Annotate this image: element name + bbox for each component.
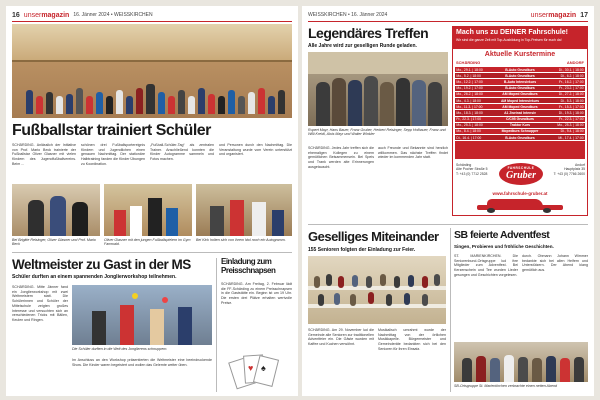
schedule-date-right: Fr., 23.2. | 17:00 [547, 85, 585, 91]
miteinander-col-1: SCHÄRDING. Am 29. November lud die Gemeinde alle Senioren zur traditionellen Adventfeier ein. Die Gäste wurden mit Kaffee und Kuchen verwöhnt. [308, 328, 374, 347]
schedule-row [455, 135, 585, 141]
schedule-date-left: Mo., 4.3. | 18:00 [455, 97, 493, 103]
magazine-brand-right: unsermagazin [530, 11, 577, 19]
legendaeres-photo [308, 52, 448, 126]
preisschnapsen-text: SCHÄRDING. Am Freitag, 2. Februar lädt die FF-Schärding zu einem Preisschnapsen in die Gaststätte ein. Beginn ist um 19 Uhr. Die ersten drei Plätze erhalten wertvolle Preise. [221, 282, 292, 305]
car-icon [473, 199, 567, 213]
fahrschule-logo: FAHRSCHULE Gruber [499, 163, 543, 185]
ad-website-link[interactable]: www.fahrschule-gruber.at [492, 191, 548, 196]
main-headline: Fußballstar trainiert Schüler [12, 122, 211, 139]
sb-col-1: ST. MARIENKIRCHEN. Die Seniorenbund-Ortsgruppe lud ihre Mitglieder zum Adventfest. Bei Kerzenschein und Tee wurden Lieder gesungen und Geschichten vorgelesen. [454, 254, 518, 277]
schedule-date-right: Fr., 22.3. | 17:00 [547, 116, 585, 122]
main-article-col-4: und Personen durch den Nachmittag. Die Veranstaltung wurde vom Verein unterstützt und organisiert. [219, 143, 292, 157]
sb-headline: SB feierte Adventfest [454, 229, 550, 241]
sb-subhead: Singen, Probieren und fröhliche Geschichten. [454, 244, 554, 249]
ad-location-left: SCHÄRDING [456, 60, 481, 65]
group-photo-soccer [12, 24, 292, 118]
juggling-caption: Die Schüler durften in die Welt des Jonglierens schnuppern. [72, 347, 168, 351]
page-header-left [12, 10, 292, 20]
weltmeister-subhead: Schüler durften an einem spannenden Jonglierworkshop teilnehmen. [12, 274, 177, 280]
page-number-right: 17 [580, 11, 588, 19]
preisschnapsen-headline: Einladung zum Preisschnapsen [221, 257, 276, 275]
page-header-right [308, 10, 588, 20]
schedule-course-type: AM Moped Grundkurs [493, 104, 547, 110]
juggling-photo [72, 285, 212, 345]
schedule-date-right: Di., 9.4. | 18:00 [547, 128, 585, 134]
ad-locations [456, 60, 584, 66]
schedule-date-left: Mo., 25.3. | 18:00 [455, 122, 493, 128]
schedule-date-right: Fr., 16.2. | 17:00 [547, 79, 585, 85]
page-17 [302, 6, 594, 396]
schedule-course-type: Traktor Kurs [493, 122, 547, 128]
ad-headline: Mach uns zu DEINER Fahrschule! [456, 29, 569, 36]
photo-caption-2: Oliver Glasner mit den jungen Fußballspielern im Gym Farnwald. [104, 238, 191, 247]
main-article-col-3: „Fußball-Schüler-Tag“ als zentralen Trainer. Anschließend konnten die Kinder Autogramme sammeln und Fotos machen. [150, 143, 214, 162]
photo-caption-1: Bei Brigitte Reisinger, Oliver Glasner und Prof. Mario Beck [12, 238, 96, 247]
schedule-date-left: Mo., 5.2. | 18:00 [455, 73, 493, 79]
schedule-course-type: A1 Zweirad Intensiv [493, 110, 547, 116]
schedule-date-left: Mo., 29.1. | 18:00 [455, 67, 493, 73]
photo-glasner-kids [104, 184, 192, 236]
photo-autograph [196, 184, 292, 236]
schedule-date-right: Mo., 25.3. | 18:00 [547, 122, 585, 128]
schedule-date-right: Fr., 15.3. | 17:00 [547, 104, 585, 110]
legendaeres-col-2: auch Freunde und Bekannte sind herzlich willkommen. Das nächste Treffen findet wieder im kommenden Jahr statt. [378, 146, 448, 160]
ad-schedule-table [455, 67, 585, 141]
miteinander-col-2: Musikalisch umrahmt wurde der Nachmittag von der örtlichen Musikkapelle. Bürgermeister und Gemeinderäte bedankten sich bei den Senioren für ihren Einsatz. [378, 328, 446, 351]
legendaeres-col-1: SCHÄRDING. Jedes Jahr treffen sich die ehemaligen Kollegen zu einem gemütlichen Beisammensein. Bei Speis und Trank werden alte Erinnerungen ausgetauscht. [308, 146, 374, 169]
page-16 [6, 6, 298, 396]
weltmeister-col-1: SCHÄRDING. Mitte Jänner fand ein Jonglierworkshop mit zwei Weltmeistern statt. Die Schülerinnen und Schüler der Mittelschule zeigten großes Interesse und versuchten sich an verschiedenen Tricks mit Bällen, Keulen und Ringen. [12, 285, 68, 323]
schedule-course-type: Mopedkurs Schnupper [493, 128, 547, 134]
miteinander-subhead: 155 Senioren folgten der Einladung zur Feier. [308, 247, 416, 253]
schedule-date-left: Di., 16.4. | 17:00 [455, 135, 493, 141]
seniors-photo [308, 256, 446, 324]
magazine-brand: unsermagazin [23, 11, 70, 19]
sb-col-2: durch. Obmann Johann Wimmer bedankte sich bei allen Helfern und Unterstützern. Der Abend klang gemütlich aus. [522, 254, 588, 273]
weltmeister-headline: Weltmeister zu Gast in der MS [12, 257, 191, 272]
ad-contact-right: Andorf Hauptplatz 35 T: +43 (0) 7766 2600 [553, 163, 585, 176]
schedule-date-left: Mo., 12.2. | 17:00 [455, 79, 493, 85]
edition-date: 16. Jänner 2024 • WEISSKIRCHEN [73, 12, 153, 18]
legendaeres-subhead: Alle Jahre wird zur geselligen Runde geladen. [308, 43, 417, 49]
photo-caption-3: Bei Kick holten sich von ihrem Idol noch ein Autogramm. [196, 238, 286, 242]
main-article-col-1: SCHÄRDING. Anlässlich der Initiative von Prof. Mario Beck trainierte der Fußballstar Oliver Glasner mit vielen Kindern des Jugendfußballvereins. Beim ... [12, 143, 76, 166]
schedule-course-type: AM Moped Grundkurs [493, 91, 547, 97]
sb-photo [454, 342, 588, 382]
edition-date-right: WEISSKIRCHEN • 16. Jänner 2024 [308, 12, 388, 18]
schedule-course-type: C/C95 Grundkurs [493, 116, 547, 122]
schedule-course-type: B-Auto Grundkurs [493, 67, 547, 73]
schedule-date-left: Mo., 18.3. | 18:00 [455, 110, 493, 116]
ad-schedule [455, 67, 585, 159]
schedule-date-left: Mo., 26.2. | 18:00 [455, 91, 493, 97]
schedule-course-type: AM Moped Intensivkurs [493, 97, 547, 103]
schedule-date-right: Mi., 17.4. | 17:00 [547, 135, 585, 141]
schedule-date-left: Mo., 8.4. | 18:00 [455, 128, 493, 134]
playing-cards-image: ♥ ♠ [228, 351, 284, 389]
schedule-date-right: Di., 6.2. | 18:00 [547, 73, 585, 79]
legendaeres-caption: Rupert Mayr, Hans Bauer, Franz Gruber, Herbert Reisinger, Sepp Hofbauer, Franz und Willi Kreidl, Alois Mayr und Walter Winkler [308, 128, 446, 137]
page-number: 16 [12, 11, 20, 19]
ad-contact-left: Schärding Alte Pocher Straße 5 T: +43 (0) 7712 2528 [456, 163, 488, 176]
schedule-course-type: B-Auto Grundkurs [493, 85, 547, 91]
schedule-date-right: Di., 5.3. | 18:00 [547, 97, 585, 103]
ad-header [453, 27, 587, 49]
fahrschule-ad [452, 26, 588, 216]
schedule-date-left: Mo., 11.3. | 17:00 [455, 104, 493, 110]
schedule-course-type: B-Auto Grundkurs [493, 73, 547, 79]
schedule-date-left: Fr., 22.3. | 17:00 [455, 116, 493, 122]
photo-brigitte-oliver-mario [12, 184, 100, 236]
ad-location-right: ANDORF [566, 60, 584, 65]
schedule-date-right: Di., 19.3. | 18:00 [547, 110, 585, 116]
schedule-course-type: B-Auto Intensivkurs [493, 79, 547, 85]
schedule-course-type: B-Auto Grundkurs [493, 135, 547, 141]
sb-caption: SB-Ortsgruppe St. Marienkirchen verbrachte einen netten Abend [454, 384, 557, 388]
miteinander-headline: Geselliges Miteinander [308, 229, 439, 244]
weltmeister-col-2: Im Anschluss an den Workshop präsentierten die Weltmeister eine beeindruckende Show. Die Kinder waren begeistert und wollen das Gelernte weiter üben. [72, 358, 212, 367]
ad-courses-title: Aktuelle Kurstermine [453, 49, 587, 60]
ad-subline: Wir sind die ganze Zeit mit Top-Ausbildung in Top-Preisen für euch da! [456, 37, 562, 42]
schedule-date-left: Mo., 19.2. | 17:00 [455, 85, 493, 91]
legendaeres-headline: Legendäres Treffen [308, 25, 429, 41]
schedule-date-right: Di., 27.2. | 18:00 [547, 91, 585, 97]
main-article-col-2: schönen drei Fußballsportereignis Kindern und Jugendlichen einen genauen Nachmittag. Der stationäre Halbtraining fanden die Kinder Übungen zu Koordination. [81, 143, 145, 166]
schedule-date-right: Di., 30.1. | 18:00 [547, 67, 585, 73]
